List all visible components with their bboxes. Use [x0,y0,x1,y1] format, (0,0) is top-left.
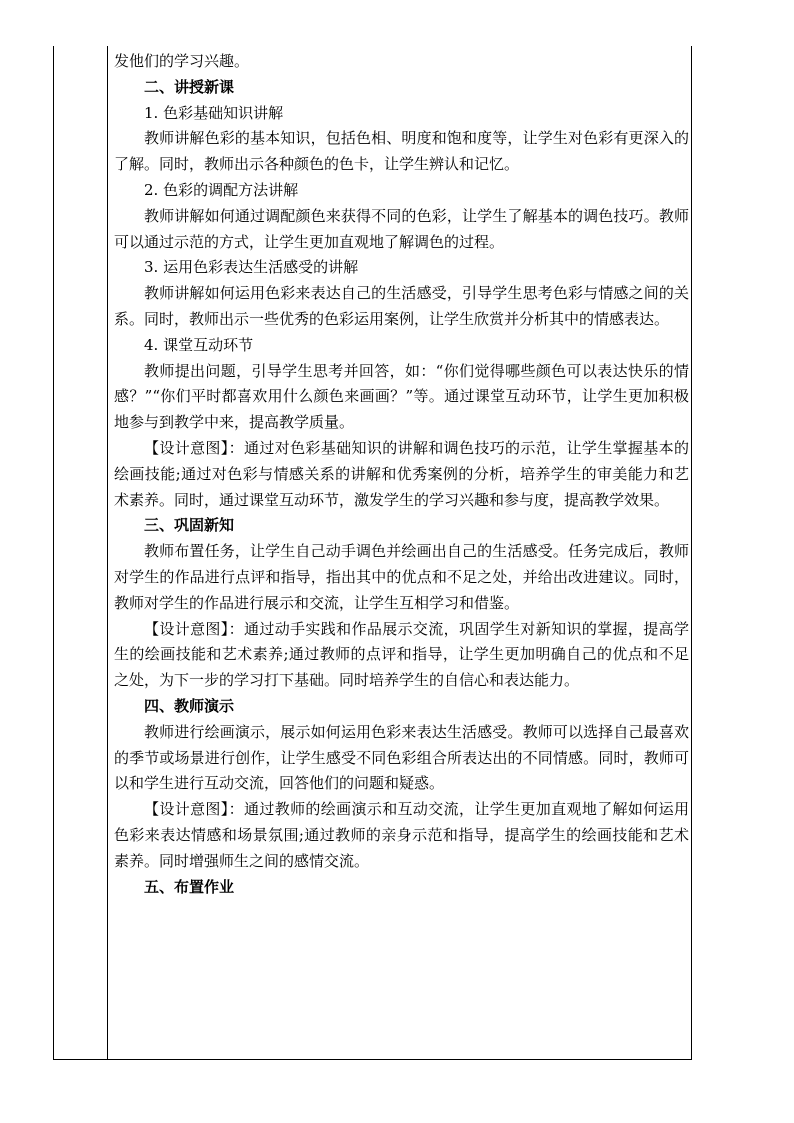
design-intent-paragraph [114,436,689,513]
design-intent-tag: 【设计意图】 [144,800,229,819]
body-paragraph: 教师讲解如何通过调配颜色来获得不同的色彩，让学生了解基本的调色技巧。教师可以通过示范的方式，让学生更加直观地了解调色的过程。 [114,206,689,251]
lesson-content [114,49,689,900]
section-heading: 五、布置作业 [144,877,235,896]
subsection-title: 2. 色彩的调配方法讲解 [144,180,299,199]
section-heading: 四、教师演示 [144,696,235,715]
body-paragraph: 教师进行绘画演示，展示如何运用色彩来表达生活感受。教师可以选择自己最喜欢的季节或场景进行创作，让学生感受不同色彩组合所表达出的不同情感。同时，教师可以和学生进行互动交流，回答他们的问题和疑惑。 [114,722,689,793]
subsection-title: 1. 色彩基础知识讲解 [144,103,284,122]
design-intent-text: ：通过教师的绘画演示和互动交流，让学生更加直观地了解如何运用色彩来表达情感和场景氛围;通过教师的亲身示范和指导，提高学生的绘画技能和艺术素养。同时增强师生之间的感情交流。 [114,800,689,870]
section-heading: 三、巩固新知 [144,516,235,535]
body-paragraph: 教师讲解如何运用色彩来表达自己的生活感受，引导学生思考色彩与情感之间的关系。同时，教师出示一些优秀的色彩运用案例，让学生欣赏并分析其中的情感表达。 [114,284,689,328]
body-paragraph: 发他们的学习兴趣。 [114,52,250,70]
design-intent-text: ：通过对色彩基础知识的讲解和调色技巧的示范，让学生掌握基本的绘画技能;通过对色彩与情感关系的讲解和优秀案例的分析，培养学生的审美能力和艺术素养。同时，通过课堂互动环节，激发学生的学习兴趣和参与度，提高教学效果。 [114,438,689,509]
body-paragraph: 教师讲解色彩的基本知识，包括色相、明度和饱和度等，让学生对色彩有更深入的了解。同时，教师出示各种颜色的色卡，让学生辨认和记忆。 [114,129,689,174]
design-intent-tag: 【设计意图】 [144,438,229,457]
subsection-title: 4. 课堂互动环节 [144,335,254,354]
section-heading: 二、讲授新课 [144,77,235,96]
design-intent-paragraph [114,797,689,874]
body-paragraph: 教师布置任务，让学生自己动手调色并绘画出自己的生活感受。任务完成后，教师对学生的作品进行点评和指导，指出其中的优点和不足之处，并给出改进建议。同时，教师对学生的作品进行展示和交流，让学生互相学习和借鉴。 [114,542,689,612]
table-column-divider [107,46,108,1059]
design-intent-tag: 【设计意图】 [144,619,229,638]
design-intent-paragraph [114,617,689,694]
design-intent-text: ：通过动手实践和作品展示交流，巩固学生对新知识的掌握，提高学生的绘画技能和艺术素养;通过教师的点评和指导，让学生更加明确自己的优点和不足之处，为下一步的学习打下基础。同时培养学生的自信心和表达能力。 [114,619,689,690]
body-paragraph: 教师提出问题，引导学生思考并回答，如：“你们觉得哪些颜色可以表达快乐的情感？”“你们平时都喜欢用什么颜色来画画？”等。通过课堂互动环节，让学生更加积极地参与到教学中来，提高教学质量。 [114,361,689,432]
subsection-title: 3. 运用色彩表达生活感受的讲解 [144,258,359,277]
